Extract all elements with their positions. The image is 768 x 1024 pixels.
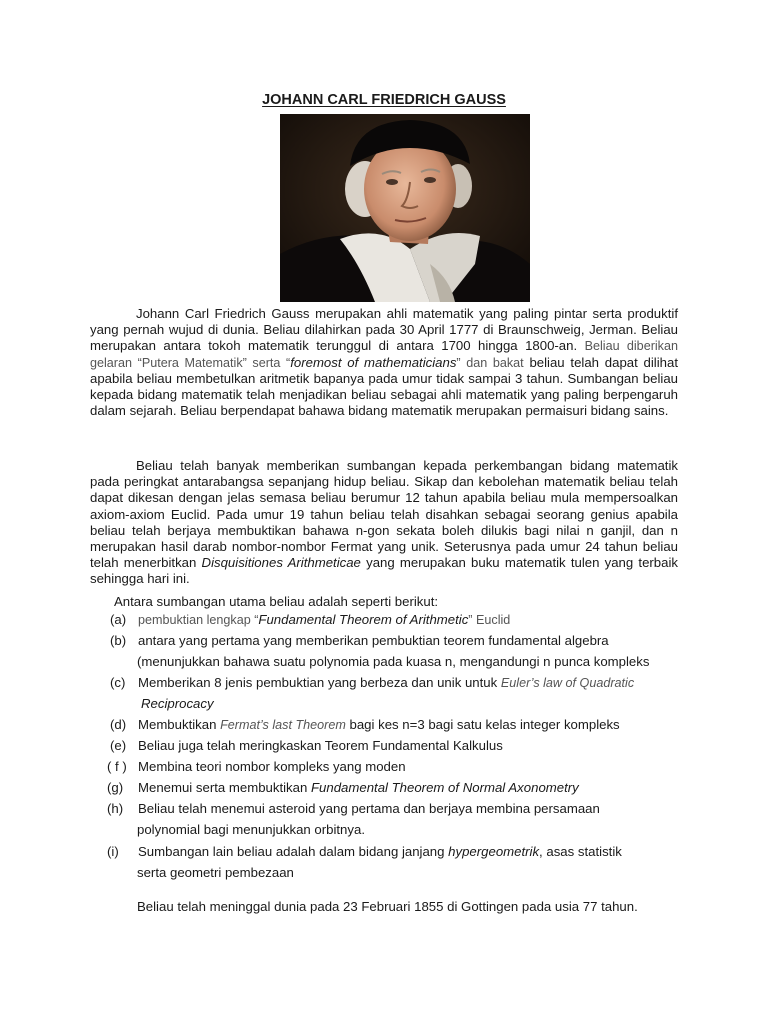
paragraph-contributions: Beliau telah banyak memberikan sumbangan kepada perkembangan bidang matematik pada peringkat antarabangsa sepanjang hidup beliau. Sikap dan kebolehan matematik beliau telah dapat dikesan dengan jelas semasa beliau berumur 12 tahun apabila beliau mula mempersoalkan axiom-axiom Euclid. Pada umur 19 tahun beliau telah disahkan sebagai seorang genius apabila beliau telah berjaya membuktikan bahawa n-gon sekata boleh dilukis bagi nilai n ganjil, dan n merupakan hasil darab nombor-nombor Fermat yang unik. Seterusnya pada umur 24 tahun beliau telah menerbitkan Disquisitiones Arithmeticae yang merupakan buku matematik tulen yang terbaik sehingga hari ini.: [90, 458, 678, 587]
gauss-portrait-illustration: [280, 114, 530, 302]
list-item-c-continuation: Reciprocacy: [141, 696, 214, 711]
closing-paragraph: Beliau telah meninggal dunia pada 23 Februari 1855 di Gottingen pada usia 77 tahun.: [137, 899, 638, 914]
list-item-h-continuation: polynomial bagi menunjukkan orbitnya.: [137, 822, 365, 837]
document-page: JOHANN CARL FRIEDRICH GAUSS Johann Carl Friedrich Gauss merupakan ahli matematik yang paling pintar serta produktif yang pernah wujud di dunia. Beliau dilahirkan pada 30 April 1777 di Braunschweig, Jerman. Beliau merupakan antara tokoh matematik terunggul di antara 1700 hingga 1800-an. Beliau diberikan gelaran “Putera Matematik” serta “foremost of mathematicians” dan bakat beliau telah dapat dilihat apabila beliau membetulkan aritmetik bapanya pada umur tidak sampai 3 tahun. Sumbangan beliau kepada bidang matematik telah menjadikan beliau sebagai ahli matematik yang paling berpengaruh dalam sejarah. Beliau berpendapat bahawa bidang matematik merupakan permaisuri bidang sains. Beliau telah banyak memberikan sumbangan kepada perkembangan bidang matematik pada peringkat antarabangsa sepanjang hidup beliau. Sikap dan kebolehan matematik beliau telah dapat dikesan dengan jelas semasa beliau berumur 12 tahun apabila beliau mula mempersoalkan axiom-axiom Euclid. Pada umur 19 tahun beliau telah disahkan sebagai seorang genius apabila beliau telah berjaya membuktikan bahawa n-gon sekata boleh dilukis bagi nilai n ganjil, dan n merupakan hasil darab nombor-nombor Fermat yang unik. Seterusnya pada umur 24 tahun beliau telah menerbitkan Disquisitiones Arithmeticae yang merupakan buku matematik tulen yang terbaik sehingga hari ini. Antara sumbangan utama beliau adalah seperti berikut: (a) pembuktian lengkap “Fundamental Theorem of Arithmetic” Euclid (b) antara yang pertama yang memberikan pembuktian teorem fundamental algebra (menunjukkan bahawa suatu polynomia pada kuasa n, mengandungi n punca kompleks (c) Memberikan 8 jenis pembuktian yang berbeza dan unik untuk Euler’s law of Quadratic Reciprocacy (d) Membuktikan Fermat’s last Theorem bagi kes n=3 bagi satu kelas integer kompleks (e) Beliau juga telah meringkaskan Teorem Fundamental Kalkulus ( f ) Membina teori nombor kompleks yang moden (g) Menemui serta membuktikan Fundamental Theorem of Normal Axonometry (h) Beliau telah menemui asteroid yang pertama dan berjaya membina persamaan polynomial bagi menunjukkan orbitnya. (i) Sumbangan lain beliau adalah dalam bidang janjang hypergeometrik, asas statistik serta geometri pembezaan Beliau telah meninggal dunia pada 23 Februari 1855 di Gottingen pada usia 77 tahun.: [0, 0, 768, 1024]
portrait-image: [280, 114, 530, 302]
list-item-i-continuation: serta geometri pembezaan: [137, 865, 294, 880]
list-intro: Antara sumbangan utama beliau adalah seperti berikut:: [114, 594, 439, 609]
list-item-b-continuation: (menunjukkan bahawa suatu polynomia pada kuasa n, mengandungi n punca kompleks: [137, 654, 650, 669]
paragraph-intro: Johann Carl Friedrich Gauss merupakan ahli matematik yang paling pintar serta produktif yang pernah wujud di dunia. Beliau dilahirkan pada 30 April 1777 di Braunschweig, Jerman. Beliau merupakan antara tokoh matematik terunggul di antara 1700 hingga 1800-an. Beliau diberikan gelaran “Putera Matematik” serta “foremost of mathematicians” dan bakat beliau telah dapat dilihat apabila beliau membetulkan aritmetik bapanya pada umur tidak sampai 3 tahun. Sumbangan beliau kepada bidang matematik telah menjadikan beliau sebagai ahli matematik yang paling berpengaruh dalam sejarah. Beliau berpendapat bahawa bidang matematik merupakan permaisuri bidang sains.: [90, 306, 679, 419]
page-title: JOHANN CARL FRIEDRICH GAUSS: [262, 92, 506, 108]
